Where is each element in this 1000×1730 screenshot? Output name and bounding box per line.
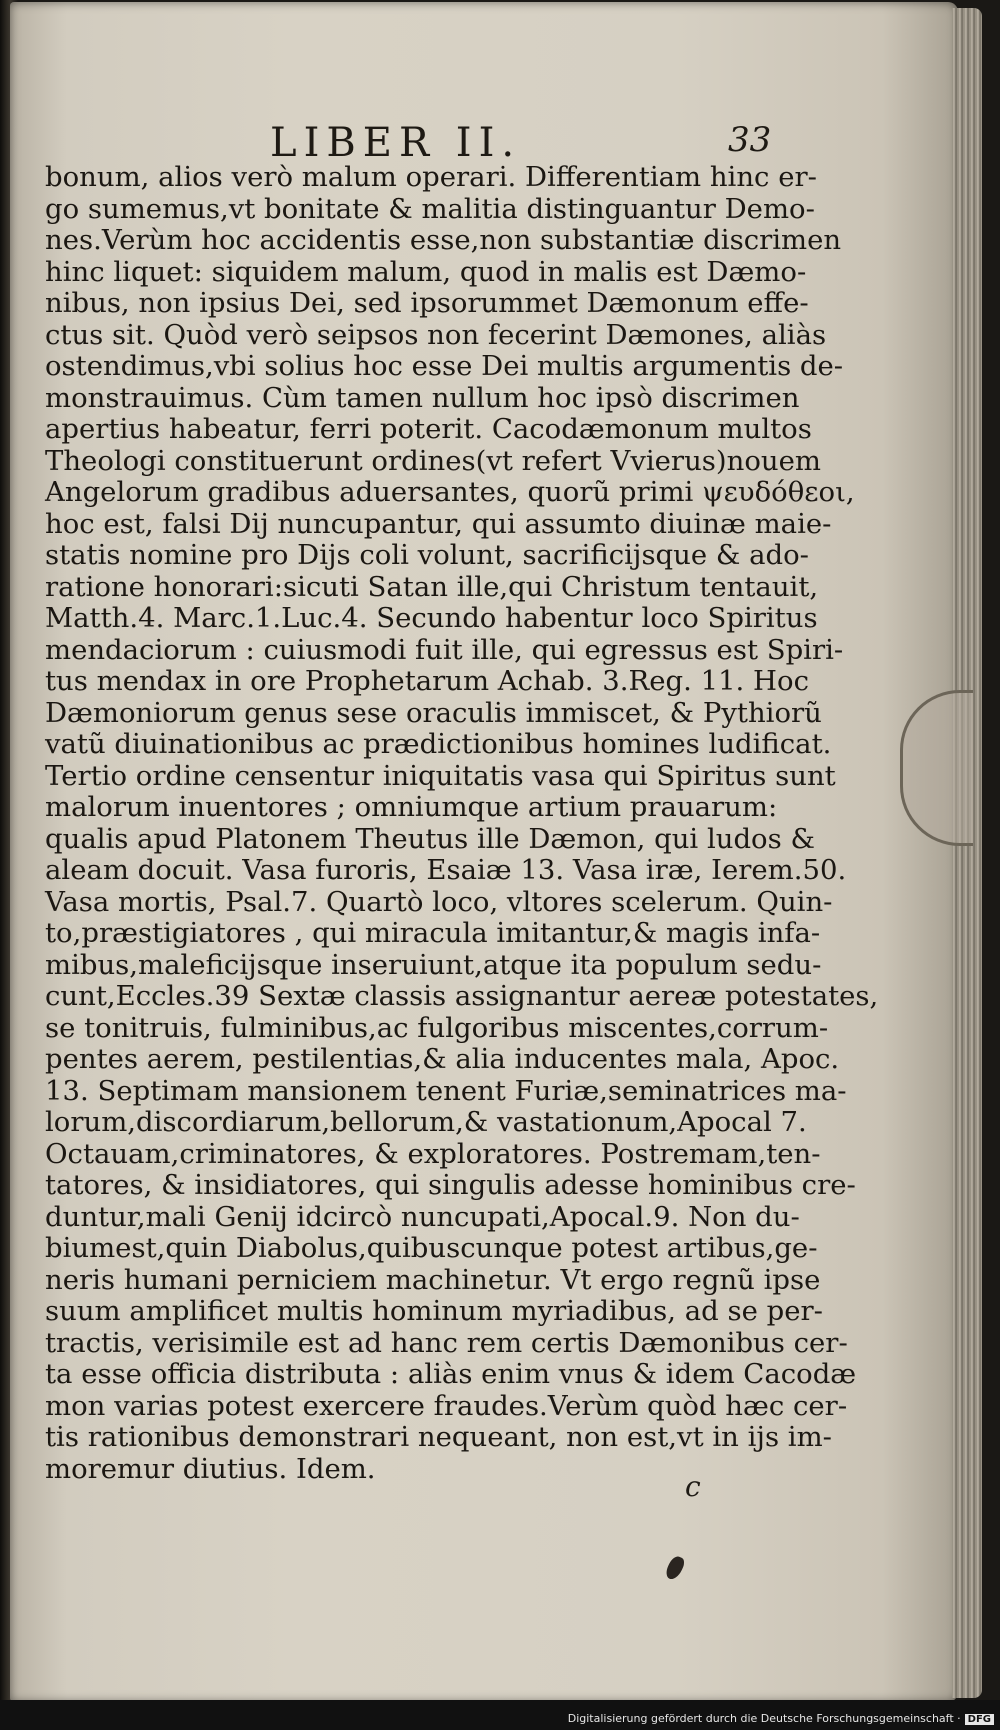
- text-line: vatũ diuinationibus ac prædictionibus homines ludificat.: [45, 728, 832, 760]
- text-line: to,præstigiatores , qui miracula imitantur,& magis infa-: [45, 917, 821, 949]
- text-line: tatores, & insidiatores, qui singulis adesse hominibus cre-: [45, 1169, 856, 1201]
- dfg-credit-text: Digitalisierung gefördert durch die Deutsche Forschungsgemeinschaft ·: [567, 1712, 961, 1725]
- folio-number: 33: [728, 120, 772, 160]
- running-title: LIBER II.: [270, 120, 522, 166]
- text-line: mibus,maleficijsque inseruiunt,atque ita populum sedu-: [45, 948, 822, 981]
- text-line: Tertio ordine censentur iniquitatis vasa qui Spiritus sunt: [45, 759, 836, 792]
- text-line: pentes aerem, pestilentias,& alia inducentes mala, Apoc.: [45, 1043, 840, 1075]
- text-line: lorum,discordiarum,bellorum,& vastationum,Apocal 7.: [45, 1106, 807, 1138]
- text-line: malorum inuentores ; omniumque artium prauarum:: [45, 791, 778, 823]
- text-line: qualis apud Platonem Theutus ille Dæmon, qui ludos &: [45, 822, 815, 855]
- text-line: tis rationibus demonstrari nequeant, non est,vt in ijs im-: [45, 1421, 832, 1453]
- text-line: hinc liquet: siquidem malum, quod in malis est Dæmo-: [45, 255, 807, 288]
- body-text: [45, 161, 879, 1485]
- text-line: nes.Verùm hoc accidentis esse,non substantiæ discrimen: [45, 224, 842, 256]
- text-line: ratione honorari:sicuti Satan ille,qui Christum tentauit,: [45, 570, 819, 603]
- dfg-logo: DFG: [965, 1714, 994, 1725]
- text-line: Angelorum gradibus aduersantes, quorũ primi ψευδόθεοι,: [45, 476, 855, 508]
- text-line: mendaciorum : cuiusmodi fuit ille, qui egressus est Spiri-: [45, 633, 844, 666]
- text-line: monstrauimus. Cùm tamen nullum hoc ipsò discrimen: [45, 381, 800, 414]
- text-line: bonum, alios verò malum operari. Differentiam hinc er-: [45, 161, 817, 193]
- text-line: tractis, verisimile est ad hanc rem certis Dæmonibus cer-: [45, 1326, 848, 1359]
- text-line: biumest,quin Diabolus,quibuscunque potest artibus,ge-: [45, 1232, 818, 1264]
- text-line: cunt,Eccles.39 Sextæ classis assignantur aereæ potestates,: [45, 980, 879, 1012]
- text-line: suum amplificet multis hominum myriadibus, ad se per-: [45, 1295, 823, 1327]
- text-line: go sumemus,vt bonitate & malitia distinguantur Demo-: [45, 192, 815, 225]
- text-line: 13. Septimam mansionem tenent Furiæ,seminatrices ma-: [45, 1074, 847, 1107]
- text-line: Matth.4. Marc.1.Luc.4. Secundo habentur loco Spiritus: [45, 602, 818, 634]
- text-line: nibus, non ipsius Dei, sed ipsorummet Dæmonum effe-: [45, 287, 809, 319]
- dfg-credit: [568, 1712, 994, 1725]
- text-line: se tonitruis, fulminibus,ac fulgoribus miscentes,corrum-: [45, 1011, 829, 1044]
- page-fore-edge: [952, 8, 982, 1698]
- text-line: tus mendax in ore Prophetarum Achab. 3.Reg. 11. Hoc: [45, 665, 809, 697]
- page-header: [0, 120, 1000, 166]
- text-line: Octauam,criminatores, & exploratores. Postremam,ten-: [45, 1137, 821, 1170]
- text-line: duntur,mali Genij idcircò nuncupati,Apocal.9. Non du-: [45, 1200, 800, 1233]
- text-line: ostendimus,vbi solius hoc esse Dei multis argumentis de-: [45, 350, 844, 382]
- text-line: ctus sit. Quòd verò seipsos non fecerint Dæmones, aliàs: [45, 318, 827, 351]
- text-line: ta esse officia distributa : aliàs enim vnus & idem Cacodæ: [45, 1358, 857, 1390]
- signature-mark: c: [685, 1470, 701, 1503]
- text-line: Vasa mortis, Psal.7. Quartò loco, vltores scelerum. Quin-: [45, 885, 833, 918]
- text-line: moremur diutius. Idem.: [45, 1452, 376, 1485]
- text-line: statis nomine pro Dijs coli volunt, sacrificijsque & ado-: [45, 539, 809, 571]
- text-line: Theologi constituerunt ordines(vt refert Vvierus)nouem: [45, 444, 821, 477]
- text-line: Dæmoniorum genus sese oraculis immiscet, & Pythiorũ: [45, 696, 822, 729]
- text-line: mon varias potest exercere fraudes.Verùm quòd hæc cer-: [45, 1389, 848, 1422]
- text-line: hoc est, falsi Dij nuncupantur, qui assumto diuinæ maie-: [45, 507, 832, 540]
- text-line: aleam docuit. Vasa furoris, Esaiæ 13. Vasa iræ, Ierem.50.: [45, 854, 847, 886]
- text-line: neris humani perniciem machinetur. Vt ergo regnũ ipse: [45, 1263, 821, 1296]
- text-line: apertius habeatur, ferri poterit. Cacodæmonum multos: [45, 413, 812, 445]
